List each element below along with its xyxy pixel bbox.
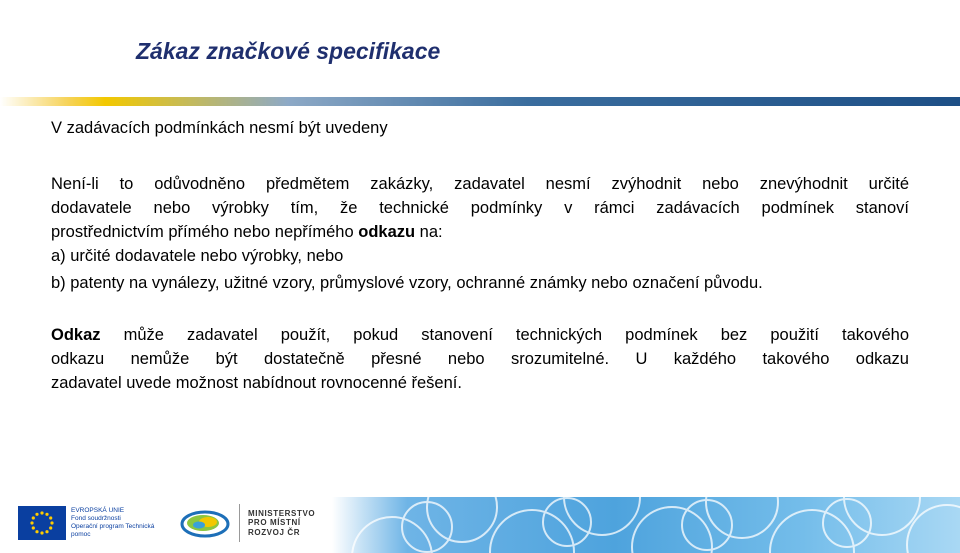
eu-text-line: Fond soudržnosti (71, 515, 121, 522)
list-item-a: a) určité dodavatele nebo výrobky, nebo (51, 247, 344, 265)
ministry-text-line: MINISTERSTVO (248, 508, 316, 518)
eu-text-line: EVROPSKÁ UNIE (71, 507, 125, 514)
paragraph-1-line-2: dodavatele nebo výrobky tím, že technické podmínky v rámci zadávacích podmínek stanoví (51, 199, 909, 217)
ministry-text-line: ROZVOJ ČR (248, 527, 301, 537)
eu-fund-text (71, 507, 171, 539)
slide-body (51, 116, 909, 395)
paragraph-1-line-3-end: na: (415, 223, 443, 241)
paragraph-2 (51, 323, 909, 395)
list-item-b: b) patenty na vynálezy, užitné vzory, průmyslové vzory, ochranné známky nebo označení původu. (51, 274, 763, 292)
keyword-odkaz: Odkaz (51, 326, 101, 344)
ministry-text (248, 509, 315, 538)
paragraph-1-line-3-start: prostřednictvím přímého nebo nepřímého (51, 223, 359, 241)
slide-title: Zákaz značkové specifikace (136, 38, 441, 64)
paragraph-2-line-2: odkazu nemůže být dostatečně přesné nebo srozumitelné. U každého takového odkazu (51, 350, 909, 368)
paragraph-1-line-3 (51, 220, 909, 244)
paragraph-1 (51, 172, 909, 295)
eu-flag-icon (18, 506, 66, 540)
paragraph-1-line-1: Není-li to odůvodněno předmětem zakázky, zadavatel nesmí zvýhodnit nebo znevýhodnit určité (51, 175, 909, 193)
footer-logos (18, 498, 315, 548)
decorative-pattern (332, 497, 960, 553)
keyword-odkazu: odkazu (358, 223, 416, 241)
header-divider-bar (0, 97, 960, 106)
paragraph-2-line-1-rest: může zadavatel použít, pokud stanovení technických podmínek bez použití takového (100, 326, 909, 344)
logo-divider (239, 504, 240, 542)
paragraph-2-line-1 (51, 323, 909, 347)
eu-text-line: Operační program Technická pomoc (71, 523, 155, 538)
ministry-logo-icon (179, 506, 231, 540)
section-heading: V zadávacích podmínkách nesmí být uvedeny (51, 119, 388, 137)
ministry-text-line: PRO MÍSTNÍ (248, 518, 301, 528)
paragraph-2-line-3: zadavatel uvede možnost nabídnout rovnocenné řešení. (51, 374, 462, 392)
